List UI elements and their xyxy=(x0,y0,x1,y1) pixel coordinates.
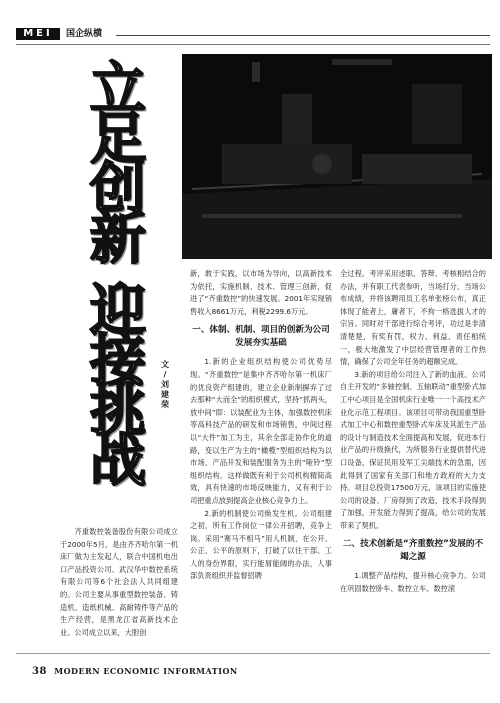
title-char: 足 xyxy=(90,106,146,172)
header-divider xyxy=(116,35,490,36)
section-heading: 一、体制、机制、项目的创新为公司发展夯实基础 xyxy=(192,325,330,349)
title-char: 接 xyxy=(90,328,146,394)
paragraph: 全过程。考评采用述职、答辩、考核相结合的办法，并有职工代表参听，当场打分，当场公布成绩，并将该聘用员工名单张榜公布，真正体现了能者上，庸者下，不拘一格选拔人才的宗旨。同时对干部进行综合考评，功过是非清清楚楚，有奖有罚，权力、利益、责任相统一，极大地激发了中层经营管理者的工作热情，确保了公司全年任务的超额完成。 xyxy=(340,269,486,367)
title-char: 立 xyxy=(90,56,146,122)
header-bar xyxy=(16,28,490,40)
article-photo xyxy=(182,54,492,259)
text-column-2 xyxy=(190,268,332,583)
paragraph: 2.新的机制使公司焕发生机。公司组建之初，所有工作岗位一律公开招聘，竞争上岗。采用“赛马不相马”用人机制，在公开、公正、公平的原则下，打破了以往干部、工人的身份界限，实行能屑能阔的办法，人事部负责组织并监督招聘 xyxy=(190,508,332,581)
text-column-3 xyxy=(340,268,486,596)
paragraph: 1.新的企业组织结构使公司优势尽现。“齐重数控”是集中齐齐哈尔第一机床厂的优良资产组建的，建立企业新制摒弃了过去那种“大而全”的组织模式，坚持“抓两头，放中间”即：以装配业为主体，加强数控机床等高科技产品的研发和市场销售，中间过程以“大件”加工为主，其余全部走协作化的道路，变以生产为主的“橄榄”型组织结构为以市场、产品开发和装配服务为主的“哑铃”型组织结构。这样做既有利于公司机构精简高效，具有快速的市场反映能力，又有利于公司把重点放到提高企业核心竞争力上。 xyxy=(190,357,332,505)
paragraph: 1.调整产品结构，提升核心竞争力。公司在巩固数控卧车、数控立车、数控滚 xyxy=(340,571,486,594)
title-char: 战 xyxy=(90,428,146,494)
section-heading: 二、技术创新是“齐重数控”发展的不竭之源 xyxy=(342,539,484,563)
section-name: 国企纵横 xyxy=(66,29,103,39)
paragraph: 齐重数控装备股份有限公司成立于2000年5月，是由齐齐哈尔第一机床厂做为主发起人，联合中国机电出口产品投资公司、武汉华中数控系统有限公司等6个社会法人共同组建的。公司主要从事重型数控装备、铸造机、造纸机械、高耐铸件等产品的生产经营，是黑龙江省高新技术企业。公司成立以来，大胆创 xyxy=(60,527,178,637)
article-title xyxy=(86,56,150,504)
page-number: 38 xyxy=(32,666,47,677)
top-rule xyxy=(16,44,490,45)
text-column-1 xyxy=(60,526,178,639)
paragraph: 新，敢于实践，以市场为导向，以高新技术为依托，实施机制、技术、管理三创新，促进了“齐重数控”的快速发展。2001年实现销售收入8661万元，利税2299.6万元。 xyxy=(190,269,332,316)
title-char: 新 xyxy=(90,206,146,272)
paragraph: 3.新的项目给公司注入了新的血液。公司自主开发的“多轴控制、五轴联动”重型卧式加工中心项目是全国机床行业唯一一个高技术产业化示范工程项目。该项目可带动我国重型卧式加工中心和数控重型卧式车床及其派生产品的设计与制造技术全面提高和发展，促进本行业产品的升级换代，为所服务行业提供替代进口设备，保证民用及军工尖端技术的急需，因此得到了国家有关部门和地方政府的大力支持。项目总投资17500万元，该项目的实施使公司的设备、厂房得到了改造，技术手段得到了加强，开发能力得到了提高，给公司的发展带来了契机。 xyxy=(340,369,486,530)
page-footer xyxy=(32,666,238,677)
author-byline: 文 / 刘 建 荣 xyxy=(161,360,169,409)
journal-logo: MEI xyxy=(16,28,60,40)
factory-photo-illustration xyxy=(182,54,492,259)
title-char: 创 xyxy=(90,156,146,222)
title-char: 挑 xyxy=(90,378,146,444)
title-char: 迎 xyxy=(90,278,146,344)
journal-name: MODERN ECONOMIC INFORMATION xyxy=(54,666,238,676)
footer-rule xyxy=(16,653,490,654)
